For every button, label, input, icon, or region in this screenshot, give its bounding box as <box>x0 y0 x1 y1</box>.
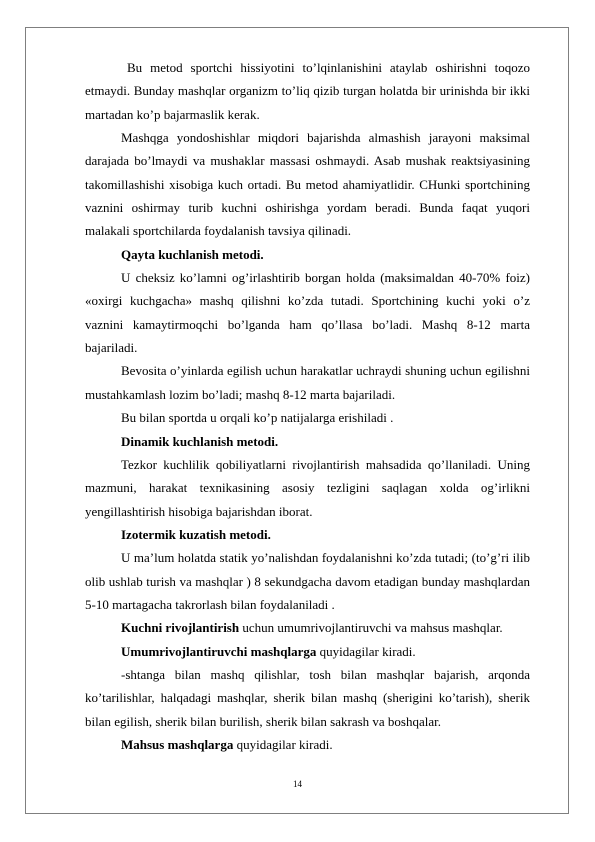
paragraph: Bevosita o’yinlarda egilish uchun harakatlar uchraydi shuning uchun egilishni mustahkamlash lozim bo’ladi; mashq 8-12 marta bajariladi. <box>85 363 530 402</box>
paragraph: Tezkor kuchlilik qobiliyatlarni rivojlantirish mahsadida qo’llaniladi. Uning mazmuni, harakat texnikasining asosiy tezligini saqlagan xolda og’irlikni yengillashtirish hisobiga bajarishdan iborat. <box>85 456 530 519</box>
bold-term: Kuchni rivojlantirish <box>121 620 240 636</box>
bold-term: Mahsus mashqlarga <box>121 736 234 752</box>
paragraph: U cheksiz ko’lamni og’irlashtirib borgan holda (maksimaldan 40-70% foiz) «oxirgi kuchgacha» mashq qilishni ko’zda tutadi. Sportchining kuchi yoki o’z vaznini kamaytirmoqchi bo’lganda ham qo’llasa bo’ladi. Mashq 8-12 marta bajariladi. <box>85 270 530 356</box>
paragraph: Mashqga yondoshishlar miqdori bajarishda almashish jarayoni maksimal darajada bo’lmaydi va mushaklar massasi oshmaydi. Asab mushak reaktsiyasining takomillashishi xisobiga kuch ortadi. Bu metod ahamiyatlidir. CHunki sportchining vaznini oshirmay turib kuchni oshirishga yordam beradi. Bunda faqat yuqori malakali sportchilarda foydalanish tavsiya qilinadi. <box>85 130 530 239</box>
paragraph-text: uchun umumrivojlantiruvchi va mahsus mashqlar. <box>239 620 503 636</box>
paragraph <box>85 616 530 639</box>
section-heading: Qayta kuchlanish metodi. <box>121 246 264 262</box>
paragraph-text: quyidagilar kiradi. <box>316 643 416 659</box>
paragraph: -shtanga bilan mashq qilishlar, tosh bilan mashqlar bajarish, arqonda ko’tarilishlar, halqadagi mashqlar, sherik bilan mashq (sherigini ko’tarish), sherik bilan egilish, sherik bilan burilish, sherik bilan sakrash va boshqalar. <box>85 666 530 729</box>
section-heading: Dinamik kuchlanish metodi. <box>121 433 279 449</box>
paragraph: U ma’lum holatda statik yo’nalishdan foydalanishni ko’zda tutadi; (to’g’ri ilib olib ushlab turish va mashqlar ) 8 sekundgacha davom etadigan bunday mashqlardan 5-10 martagacha takrorlash bilan foydalaniladi . <box>85 550 530 612</box>
page-number: 14 <box>293 779 302 789</box>
paragraph: Bu bilan sportda u orqali ko’p natijalarga erishiladi . <box>121 410 394 426</box>
page-body <box>85 56 530 756</box>
paragraph <box>85 640 530 663</box>
paragraph-text: quyidagilar kiradi. <box>233 736 333 752</box>
paragraph: Bu metod sportchi hissiyotini to’lqinlanishini ataylab oshirishni toqozo etmaydi. Bunday mashqlar organizm to’liq qizib turgan holatda bir urinishda bir ikki martadan ko’p bajarmaslik kerak. <box>85 60 530 122</box>
paragraph <box>85 733 530 756</box>
section-heading: Izotermik kuzatish metodi. <box>121 526 271 542</box>
bold-term: Umumrivojlantiruvchi mashqlarga <box>121 643 317 659</box>
